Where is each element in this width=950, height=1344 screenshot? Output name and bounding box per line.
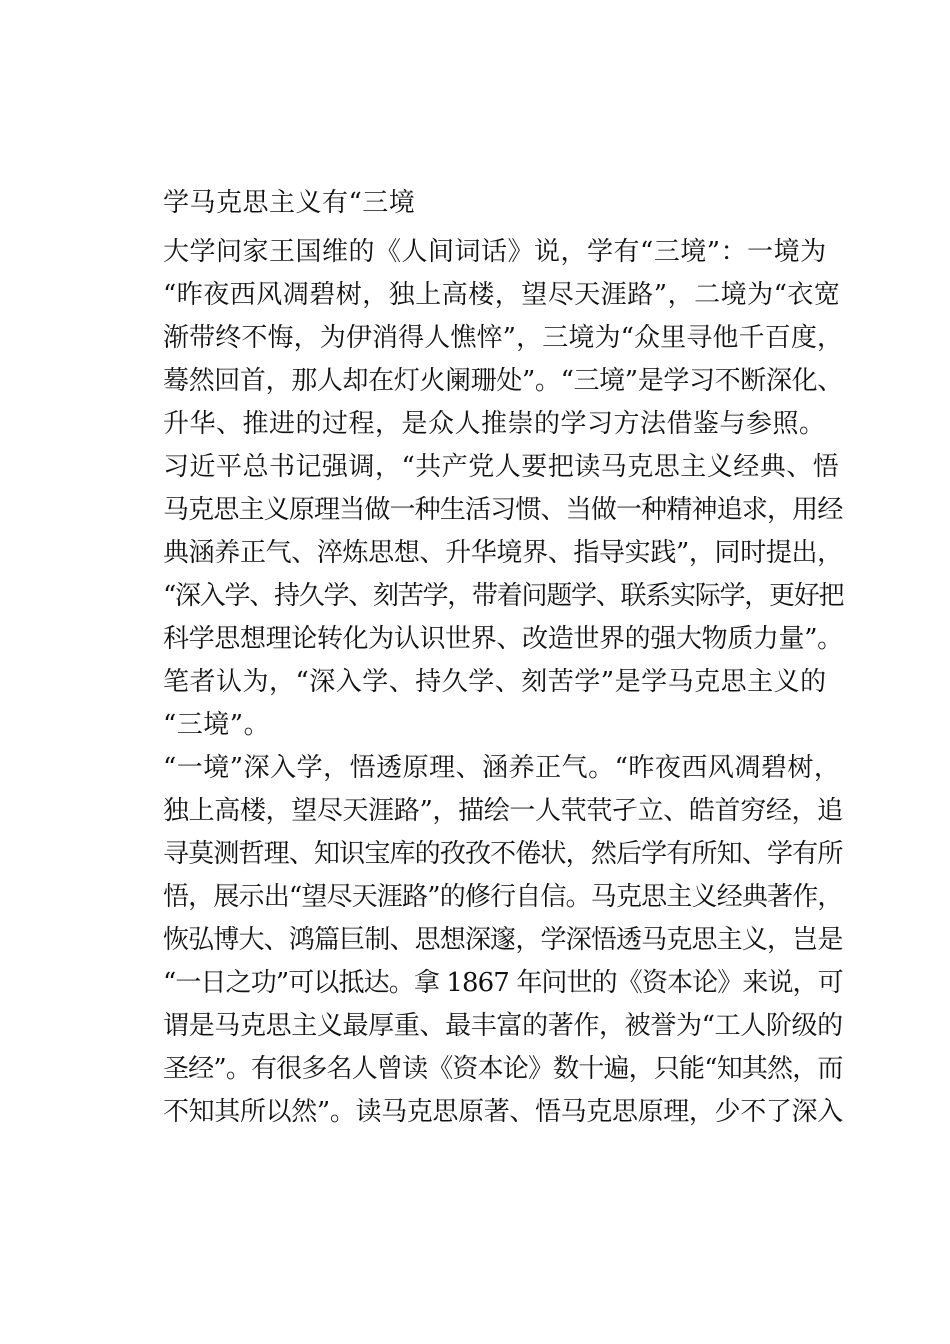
text-line: 蓦然回首，那人却在灯火阑珊处”。“三境”是学习不断深化、 <box>163 366 843 396</box>
text-line: 谓是马克思主义最厚重、最丰富的著作，被誉为“工人阶级的 <box>163 1011 843 1041</box>
text-line: “三境”。 <box>163 710 271 740</box>
text-line: 习近平总书记强调，“共产党人要把读马克思主义经典、悟 <box>163 452 840 482</box>
text-line: 典涵养正气、淬炼思想、升华境界、指导实践”，同时提出， <box>163 538 843 568</box>
text-line: 不知其所以然”。读马克思原著、悟马克思原理，少不了深入 <box>163 1097 843 1127</box>
text-line: 升华、推进的过程，是众人推崇的学习方法借鉴与参照。 <box>163 409 826 439</box>
text-line: “昨夜西风凋碧树，独上高楼，望尽天涯路”，二境为“衣宽 <box>163 280 841 310</box>
text-line: 大学问家王国维的《人间词话》说，学有“三境”：一境为 <box>163 237 827 267</box>
text-line: “一日之功”可以抵达。拿 1867 年问世的《资本论》来说，可 <box>163 968 843 998</box>
text-line: 马克思主义原理当做一种生活习惯、当做一种精神追求，用经 <box>163 495 843 525</box>
text-line: 科学思想理论转化为认识世界、改造世界的强大物质力量”。 <box>163 624 843 654</box>
text-line: 悟，展示出“望尽天涯路”的修行自信。马克思主义经典著作， <box>163 882 843 912</box>
text-line: 渐带终不悔，为伊消得人憔悴”，三境为“众里寻他千百度， <box>163 323 844 353</box>
text-line: 恢弘博大、鸿篇巨制、思想深邃，学深悟透马克思主义，岂是 <box>163 925 843 955</box>
text-line: 独上高楼，望尽天涯路”，描绘一人茕茕孑立、皓首穷经，追 <box>163 796 843 826</box>
text-line: “深入学、持久学、刻苦学，带着问题学、联系实际学，更好把 <box>163 581 844 611</box>
document-title: 学马克思主义有“三境 <box>163 188 416 218</box>
text-line: 笔者认为，“深入学、持久学、刻苦学”是学马克思主义的 <box>163 667 827 697</box>
text-line: 圣经”。有很多名人曾读《资本论》数十遍，只能“知其然，而 <box>163 1054 843 1084</box>
text-line: “一境”深入学，悟透原理、涵养正气。“昨夜西风凋碧树， <box>163 753 841 783</box>
text-line: 寻莫测哲理、知识宝库的孜孜不倦状，然后学有所知、学有所 <box>163 839 843 869</box>
